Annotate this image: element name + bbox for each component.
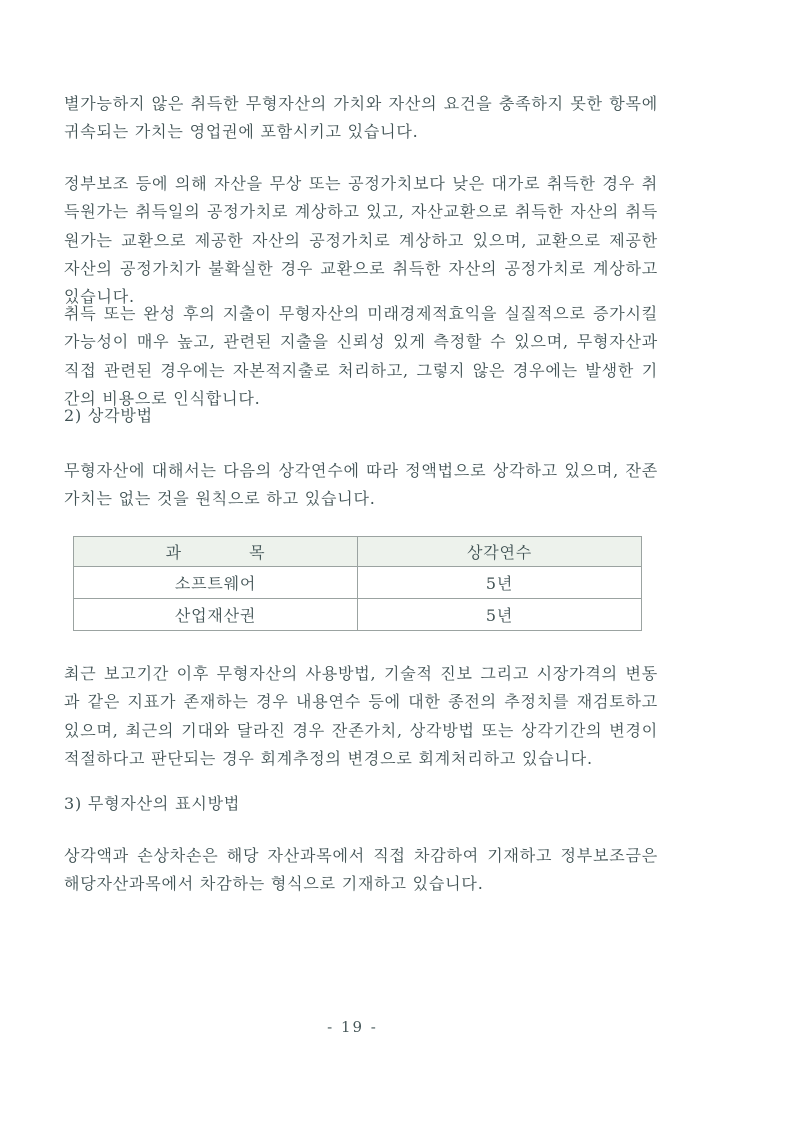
amortization-table [73, 536, 642, 631]
paragraph-goodwill: 별가능하지 않은 취득한 무형자산의 가치와 자산의 요건을 충족하지 못한 항목에 귀속되는 가치는 영업권에 포함시키고 있습니다. [64, 94, 658, 142]
table-row [74, 567, 642, 599]
paragraph-presentation: 상각액과 손상차손은 해당 자산과목에서 직접 차감하여 기재하고 정부보조금은 해당자산과목에서 차감하는 형식으로 기재하고 있습니다. [64, 846, 658, 894]
table-header-item: 과 목 [74, 537, 358, 567]
paragraph-acquisition-cost: 정부보조 등에 의해 자산을 무상 또는 공정가치보다 낮은 대가로 취득한 경우 취득원가는 취득일의 공정가치로 계상하고 있고, 자산교환으로 취득한 자산의 취득원가는 교환으로 제공한 자산의 공정가치로 계상하고 있으며, 교환으로 제공한 자산의 공정가치가 불확실한 경우 교환으로 취득한 자산의 공정가치로 계상하고 있습니다. [64, 174, 658, 307]
heading-amortization-method: 2) 상각방법 [64, 406, 153, 425]
table-cell-years: 5년 [358, 599, 642, 631]
page-number: - 19 - [327, 1018, 378, 1036]
paragraph-subsequent-expenditure: 취득 또는 완성 후의 지출이 무형자산의 미래경제적효익을 실질적으로 증가시킬 가능성이 매우 높고, 관련된 지출을 신뢰성 있게 측정할 수 있으며, 무형자산과 직접 관련된 경우에는 자본적지출로 처리하고, 그렇지 않은 경우에는 발생한 기간의 비용으로 인식합니다. [64, 304, 658, 408]
table-header-row [74, 537, 642, 567]
heading-presentation-method: 3) 무형자산의 표시방법 [64, 794, 241, 813]
paragraph-estimate-review: 최근 보고기간 이후 무형자산의 사용방법, 기술적 진보 그리고 시장가격의 변동과 같은 지표가 존재하는 경우 내용연수 등에 대한 종전의 추정치를 재검토하고 있으며, 최근의 기대와 달라진 경우 잔존가치, 상각방법 또는 상각기간의 변경이 적절하다고 판단되는 경우 회계추정의 변경으로 회계처리하고 있습니다. [64, 664, 659, 768]
paragraph-amortization-intro: 무형자산에 대해서는 다음의 상각연수에 따라 정액법으로 상각하고 있으며, 잔존가치는 없는 것을 원칙으로 하고 있습니다. [64, 461, 658, 509]
table-cell-item: 소프트웨어 [74, 567, 358, 599]
table-row [74, 599, 642, 631]
table-cell-item: 산업재산권 [74, 599, 358, 631]
table-header-amortization-years: 상각연수 [358, 537, 642, 567]
table-cell-years: 5년 [358, 567, 642, 599]
